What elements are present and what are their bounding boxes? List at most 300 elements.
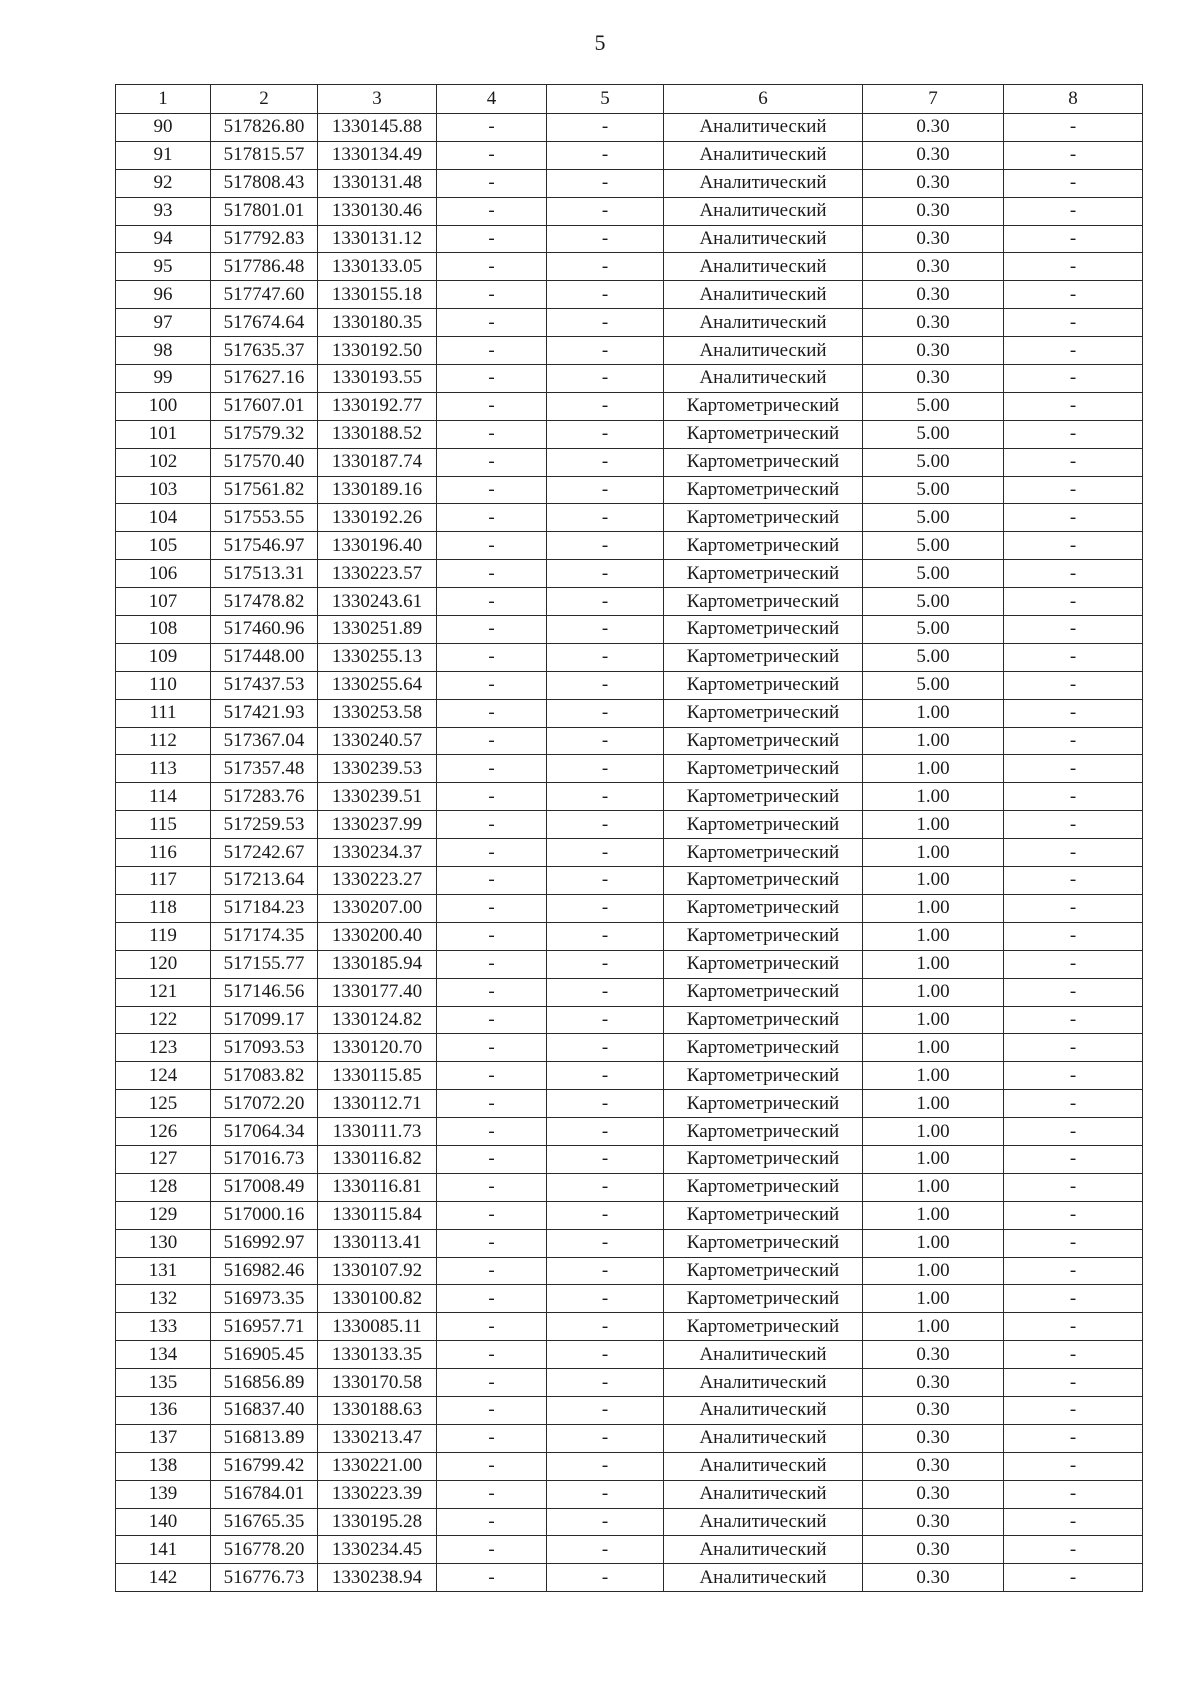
y-coordinate-cell: 1330130.46	[318, 197, 437, 225]
method-cell: Аналитический	[664, 281, 863, 309]
column-8-cell: -	[1004, 365, 1143, 393]
point-number-cell: 136	[116, 1396, 211, 1424]
x-coordinate-cell: 517546.97	[211, 532, 318, 560]
table-row	[116, 476, 1143, 504]
y-coordinate-cell: 1330120.70	[318, 1034, 437, 1062]
x-coordinate-cell: 517146.56	[211, 978, 318, 1006]
accuracy-cell: 0.30	[863, 365, 1004, 393]
y-coordinate-cell: 1330213.47	[318, 1424, 437, 1452]
x-coordinate-cell: 516856.89	[211, 1369, 318, 1397]
method-cell: Аналитический	[664, 169, 863, 197]
method-cell: Картометрический	[664, 532, 863, 560]
column-5-cell: -	[547, 1341, 664, 1369]
table-row	[116, 309, 1143, 337]
table-row	[116, 1173, 1143, 1201]
column-4-cell: -	[437, 504, 547, 532]
column-4-cell: -	[437, 978, 547, 1006]
x-coordinate-cell: 517083.82	[211, 1062, 318, 1090]
column-4-cell: -	[437, 114, 547, 142]
column-8-cell: -	[1004, 114, 1143, 142]
method-cell: Аналитический	[664, 1396, 863, 1424]
accuracy-cell: 1.00	[863, 839, 1004, 867]
table-row	[116, 532, 1143, 560]
point-number-cell: 107	[116, 588, 211, 616]
table-row	[116, 588, 1143, 616]
column-8-cell: -	[1004, 225, 1143, 253]
column-5-cell: -	[547, 365, 664, 393]
table-row	[116, 1090, 1143, 1118]
point-number-cell: 137	[116, 1424, 211, 1452]
y-coordinate-cell: 1330188.63	[318, 1396, 437, 1424]
point-number-cell: 129	[116, 1201, 211, 1229]
accuracy-cell: 1.00	[863, 755, 1004, 783]
column-4-cell: -	[437, 699, 547, 727]
point-number-cell: 104	[116, 504, 211, 532]
column-4-cell: -	[437, 950, 547, 978]
column-5-cell: -	[547, 337, 664, 365]
column-8-cell: -	[1004, 699, 1143, 727]
method-cell: Картометрический	[664, 894, 863, 922]
x-coordinate-cell: 517570.40	[211, 448, 318, 476]
column-8-cell: -	[1004, 476, 1143, 504]
column-5-cell: -	[547, 420, 664, 448]
y-coordinate-cell: 1330112.71	[318, 1090, 437, 1118]
column-8-cell: -	[1004, 671, 1143, 699]
method-cell: Картометрический	[664, 1090, 863, 1118]
method-cell: Картометрический	[664, 727, 863, 755]
table-row	[116, 755, 1143, 783]
table-row	[116, 811, 1143, 839]
method-cell: Аналитический	[664, 253, 863, 281]
column-4-cell: -	[437, 1229, 547, 1257]
table-row	[116, 643, 1143, 671]
y-coordinate-cell: 1330188.52	[318, 420, 437, 448]
point-number-cell: 134	[116, 1341, 211, 1369]
y-coordinate-cell: 1330223.39	[318, 1480, 437, 1508]
y-coordinate-cell: 1330234.37	[318, 839, 437, 867]
column-8-cell: -	[1004, 560, 1143, 588]
point-number-cell: 140	[116, 1508, 211, 1536]
accuracy-cell: 1.00	[863, 1090, 1004, 1118]
accuracy-cell: 0.30	[863, 1452, 1004, 1480]
method-cell: Картометрический	[664, 811, 863, 839]
accuracy-cell: 1.00	[863, 699, 1004, 727]
y-coordinate-cell: 1330115.85	[318, 1062, 437, 1090]
accuracy-cell: 1.00	[863, 1229, 1004, 1257]
accuracy-cell: 0.30	[863, 1424, 1004, 1452]
column-8-cell: -	[1004, 1006, 1143, 1034]
y-coordinate-cell: 1330192.50	[318, 337, 437, 365]
method-cell: Картометрический	[664, 1006, 863, 1034]
method-cell: Аналитический	[664, 114, 863, 142]
x-coordinate-cell: 517607.01	[211, 392, 318, 420]
point-number-cell: 114	[116, 783, 211, 811]
y-coordinate-cell: 1330238.94	[318, 1564, 437, 1592]
x-coordinate-cell: 517072.20	[211, 1090, 318, 1118]
point-number-cell: 112	[116, 727, 211, 755]
point-number-cell: 111	[116, 699, 211, 727]
method-cell: Аналитический	[664, 1452, 863, 1480]
method-cell: Картометрический	[664, 867, 863, 895]
accuracy-cell: 0.30	[863, 337, 1004, 365]
x-coordinate-cell: 517437.53	[211, 671, 318, 699]
y-coordinate-cell: 1330195.28	[318, 1508, 437, 1536]
point-number-cell: 95	[116, 253, 211, 281]
column-4-cell: -	[437, 588, 547, 616]
column-8-cell: -	[1004, 392, 1143, 420]
accuracy-cell: 1.00	[863, 783, 1004, 811]
point-number-cell: 93	[116, 197, 211, 225]
accuracy-cell: 0.30	[863, 1341, 1004, 1369]
column-8-cell: -	[1004, 643, 1143, 671]
column-4-cell: -	[437, 1034, 547, 1062]
y-coordinate-cell: 1330192.26	[318, 504, 437, 532]
column-4-cell: -	[437, 922, 547, 950]
point-number-cell: 101	[116, 420, 211, 448]
method-cell: Картометрический	[664, 1034, 863, 1062]
table-row	[116, 114, 1143, 142]
point-number-cell: 124	[116, 1062, 211, 1090]
y-coordinate-cell: 1330133.35	[318, 1341, 437, 1369]
table-row	[116, 894, 1143, 922]
method-cell: Картометрический	[664, 1145, 863, 1173]
y-coordinate-cell: 1330131.48	[318, 169, 437, 197]
column-5-cell: -	[547, 727, 664, 755]
column-4-cell: -	[437, 643, 547, 671]
y-coordinate-cell: 1330189.16	[318, 476, 437, 504]
table-row	[116, 1341, 1143, 1369]
point-number-cell: 103	[116, 476, 211, 504]
column-4-cell: -	[437, 1424, 547, 1452]
accuracy-cell: 1.00	[863, 1173, 1004, 1201]
table-row	[116, 950, 1143, 978]
table-row	[116, 727, 1143, 755]
x-coordinate-cell: 516982.46	[211, 1257, 318, 1285]
point-number-cell: 133	[116, 1313, 211, 1341]
table-row	[116, 1508, 1143, 1536]
y-coordinate-cell: 1330239.51	[318, 783, 437, 811]
column-8-cell: -	[1004, 1229, 1143, 1257]
column-5-cell: -	[547, 197, 664, 225]
accuracy-cell: 5.00	[863, 392, 1004, 420]
column-8-cell: -	[1004, 1424, 1143, 1452]
x-coordinate-cell: 517513.31	[211, 560, 318, 588]
x-coordinate-cell: 517093.53	[211, 1034, 318, 1062]
accuracy-cell: 5.00	[863, 560, 1004, 588]
column-8-cell: -	[1004, 1145, 1143, 1173]
y-coordinate-cell: 1330134.49	[318, 141, 437, 169]
y-coordinate-cell: 1330223.27	[318, 867, 437, 895]
column-4-cell: -	[437, 281, 547, 309]
table-row	[116, 978, 1143, 1006]
x-coordinate-cell: 517000.16	[211, 1201, 318, 1229]
column-5-cell: -	[547, 532, 664, 560]
column-8-cell: -	[1004, 922, 1143, 950]
point-number-cell: 126	[116, 1118, 211, 1146]
column-4-cell: -	[437, 141, 547, 169]
accuracy-cell: 1.00	[863, 867, 1004, 895]
accuracy-cell: 5.00	[863, 420, 1004, 448]
table-row	[116, 1424, 1143, 1452]
y-coordinate-cell: 1330133.05	[318, 253, 437, 281]
accuracy-cell: 1.00	[863, 922, 1004, 950]
column-8-cell: -	[1004, 281, 1143, 309]
y-coordinate-cell: 1330170.58	[318, 1369, 437, 1397]
column-8-cell: -	[1004, 1536, 1143, 1564]
column-8-cell: -	[1004, 1285, 1143, 1313]
table-row	[116, 225, 1143, 253]
table-row	[116, 1118, 1143, 1146]
column-5-cell: -	[547, 169, 664, 197]
column-4-cell: -	[437, 755, 547, 783]
table-row	[116, 1285, 1143, 1313]
x-coordinate-cell: 517213.64	[211, 867, 318, 895]
column-4-cell: -	[437, 392, 547, 420]
column-5-cell: -	[547, 811, 664, 839]
column-8-cell: -	[1004, 532, 1143, 560]
method-cell: Картометрический	[664, 643, 863, 671]
method-cell: Картометрический	[664, 950, 863, 978]
column-4-cell: -	[437, 532, 547, 560]
column-5-cell: -	[547, 950, 664, 978]
column-5-cell: -	[547, 1257, 664, 1285]
column-5-cell: -	[547, 1090, 664, 1118]
point-number-cell: 142	[116, 1564, 211, 1592]
column-8-cell: -	[1004, 1313, 1143, 1341]
x-coordinate-cell: 517448.00	[211, 643, 318, 671]
y-coordinate-cell: 1330200.40	[318, 922, 437, 950]
y-coordinate-cell: 1330239.53	[318, 755, 437, 783]
accuracy-cell: 5.00	[863, 504, 1004, 532]
column-8-cell: -	[1004, 755, 1143, 783]
column-8-cell: -	[1004, 894, 1143, 922]
point-number-cell: 117	[116, 867, 211, 895]
point-number-cell: 138	[116, 1452, 211, 1480]
y-coordinate-cell: 1330180.35	[318, 309, 437, 337]
column-8-cell: -	[1004, 420, 1143, 448]
accuracy-cell: 1.00	[863, 950, 1004, 978]
column-header: 8	[1004, 85, 1143, 114]
method-cell: Аналитический	[664, 337, 863, 365]
y-coordinate-cell: 1330116.81	[318, 1173, 437, 1201]
y-coordinate-cell: 1330185.94	[318, 950, 437, 978]
y-coordinate-cell: 1330187.74	[318, 448, 437, 476]
column-8-cell: -	[1004, 783, 1143, 811]
column-4-cell: -	[437, 1145, 547, 1173]
column-5-cell: -	[547, 978, 664, 1006]
accuracy-cell: 0.30	[863, 225, 1004, 253]
x-coordinate-cell: 517786.48	[211, 253, 318, 281]
method-cell: Картометрический	[664, 922, 863, 950]
column-8-cell: -	[1004, 1369, 1143, 1397]
x-coordinate-cell: 517801.01	[211, 197, 318, 225]
method-cell: Картометрический	[664, 476, 863, 504]
column-8-cell: -	[1004, 337, 1143, 365]
column-4-cell: -	[437, 253, 547, 281]
accuracy-cell: 1.00	[863, 1145, 1004, 1173]
column-5-cell: -	[547, 671, 664, 699]
table-row	[116, 1034, 1143, 1062]
column-4-cell: -	[437, 1536, 547, 1564]
column-header: 1	[116, 85, 211, 114]
method-cell: Картометрический	[664, 1173, 863, 1201]
table-row	[116, 1201, 1143, 1229]
table-row	[116, 337, 1143, 365]
point-number-cell: 121	[116, 978, 211, 1006]
point-number-cell: 94	[116, 225, 211, 253]
x-coordinate-cell: 516905.45	[211, 1341, 318, 1369]
x-coordinate-cell: 517064.34	[211, 1118, 318, 1146]
point-number-cell: 141	[116, 1536, 211, 1564]
accuracy-cell: 1.00	[863, 811, 1004, 839]
column-5-cell: -	[547, 1285, 664, 1313]
page-number: 5	[594, 30, 606, 55]
method-cell: Аналитический	[664, 309, 863, 337]
column-8-cell: -	[1004, 1564, 1143, 1592]
column-4-cell: -	[437, 1201, 547, 1229]
x-coordinate-cell: 517478.82	[211, 588, 318, 616]
column-5-cell: -	[547, 616, 664, 644]
column-4-cell: -	[437, 1508, 547, 1536]
column-8-cell: -	[1004, 978, 1143, 1006]
column-8-cell: -	[1004, 448, 1143, 476]
column-5-cell: -	[547, 588, 664, 616]
column-5-cell: -	[547, 392, 664, 420]
accuracy-cell: 1.00	[863, 727, 1004, 755]
y-coordinate-cell: 1330251.89	[318, 616, 437, 644]
accuracy-cell: 0.30	[863, 1369, 1004, 1397]
column-5-cell: -	[547, 309, 664, 337]
x-coordinate-cell: 517826.80	[211, 114, 318, 142]
method-cell: Картометрический	[664, 616, 863, 644]
column-header: 4	[437, 85, 547, 114]
column-5-cell: -	[547, 1062, 664, 1090]
column-4-cell: -	[437, 1062, 547, 1090]
x-coordinate-cell: 516799.42	[211, 1452, 318, 1480]
table-row	[116, 1369, 1143, 1397]
accuracy-cell: 1.00	[863, 1257, 1004, 1285]
x-coordinate-cell: 516813.89	[211, 1424, 318, 1452]
accuracy-cell: 1.00	[863, 1313, 1004, 1341]
accuracy-cell: 1.00	[863, 1006, 1004, 1034]
y-coordinate-cell: 1330100.82	[318, 1285, 437, 1313]
column-5-cell: -	[547, 1508, 664, 1536]
x-coordinate-cell: 517174.35	[211, 922, 318, 950]
column-8-cell: -	[1004, 1396, 1143, 1424]
x-coordinate-cell: 517099.17	[211, 1006, 318, 1034]
point-number-cell: 91	[116, 141, 211, 169]
column-4-cell: -	[437, 727, 547, 755]
method-cell: Картометрический	[664, 755, 863, 783]
point-number-cell: 131	[116, 1257, 211, 1285]
y-coordinate-cell: 1330124.82	[318, 1006, 437, 1034]
point-number-cell: 135	[116, 1369, 211, 1397]
point-number-cell: 90	[116, 114, 211, 142]
column-5-cell: -	[547, 560, 664, 588]
accuracy-cell: 0.30	[863, 1508, 1004, 1536]
y-coordinate-cell: 1330131.12	[318, 225, 437, 253]
column-4-cell: -	[437, 448, 547, 476]
y-coordinate-cell: 1330255.13	[318, 643, 437, 671]
x-coordinate-cell: 517242.67	[211, 839, 318, 867]
y-coordinate-cell: 1330115.84	[318, 1201, 437, 1229]
method-cell: Аналитический	[664, 197, 863, 225]
column-5-cell: -	[547, 755, 664, 783]
method-cell: Картометрический	[664, 699, 863, 727]
column-4-cell: -	[437, 420, 547, 448]
method-cell: Аналитический	[664, 1564, 863, 1592]
column-4-cell: -	[437, 671, 547, 699]
method-cell: Картометрический	[664, 1118, 863, 1146]
table-row	[116, 1257, 1143, 1285]
column-5-cell: -	[547, 783, 664, 811]
point-number-cell: 132	[116, 1285, 211, 1313]
y-coordinate-cell: 1330193.55	[318, 365, 437, 393]
point-number-cell: 99	[116, 365, 211, 393]
method-cell: Картометрический	[664, 420, 863, 448]
column-header: 6	[664, 85, 863, 114]
point-number-cell: 109	[116, 643, 211, 671]
accuracy-cell: 1.00	[863, 894, 1004, 922]
column-5-cell: -	[547, 1536, 664, 1564]
y-coordinate-cell: 1330116.82	[318, 1145, 437, 1173]
table-row	[116, 783, 1143, 811]
accuracy-cell: 0.30	[863, 1480, 1004, 1508]
column-4-cell: -	[437, 1480, 547, 1508]
column-5-cell: -	[547, 922, 664, 950]
y-coordinate-cell: 1330111.73	[318, 1118, 437, 1146]
table-row	[116, 867, 1143, 895]
y-coordinate-cell: 1330196.40	[318, 532, 437, 560]
column-8-cell: -	[1004, 169, 1143, 197]
x-coordinate-cell: 517283.76	[211, 783, 318, 811]
column-5-cell: -	[547, 1145, 664, 1173]
x-coordinate-cell: 517579.32	[211, 420, 318, 448]
column-8-cell: -	[1004, 309, 1143, 337]
y-coordinate-cell: 1330253.58	[318, 699, 437, 727]
column-5-cell: -	[547, 114, 664, 142]
table-row	[116, 448, 1143, 476]
column-5-cell: -	[547, 1201, 664, 1229]
method-cell: Аналитический	[664, 1341, 863, 1369]
accuracy-cell: 5.00	[863, 588, 1004, 616]
point-number-cell: 106	[116, 560, 211, 588]
column-5-cell: -	[547, 1118, 664, 1146]
x-coordinate-cell: 516837.40	[211, 1396, 318, 1424]
column-8-cell: -	[1004, 1173, 1143, 1201]
accuracy-cell: 1.00	[863, 978, 1004, 1006]
method-cell: Картометрический	[664, 1062, 863, 1090]
column-8-cell: -	[1004, 141, 1143, 169]
column-5-cell: -	[547, 1173, 664, 1201]
column-4-cell: -	[437, 1452, 547, 1480]
table-row	[116, 253, 1143, 281]
x-coordinate-cell: 517367.04	[211, 727, 318, 755]
y-coordinate-cell: 1330221.00	[318, 1452, 437, 1480]
x-coordinate-cell: 517357.48	[211, 755, 318, 783]
column-4-cell: -	[437, 811, 547, 839]
column-8-cell: -	[1004, 1201, 1143, 1229]
y-coordinate-cell: 1330255.64	[318, 671, 437, 699]
point-number-cell: 125	[116, 1090, 211, 1118]
column-5-cell: -	[547, 894, 664, 922]
column-4-cell: -	[437, 225, 547, 253]
point-number-cell: 116	[116, 839, 211, 867]
table-row	[116, 281, 1143, 309]
column-4-cell: -	[437, 616, 547, 644]
column-5-cell: -	[547, 253, 664, 281]
table-row	[116, 504, 1143, 532]
